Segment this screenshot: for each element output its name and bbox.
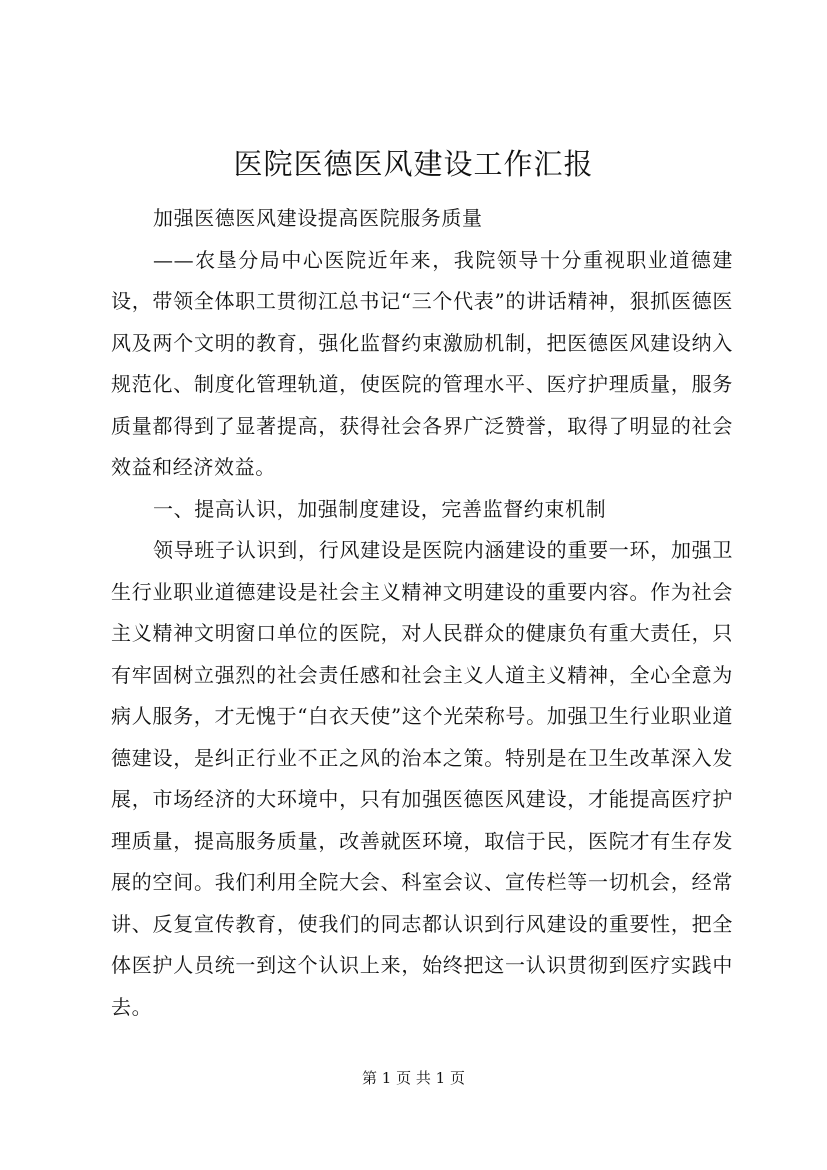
document-body: [111, 198, 733, 1028]
section-paragraph: 领导班子认识到，行风建设是医院内涵建设的重要一环，加强卫生行业职业道德建设是社会主义精神文明建设的重要内容。作为社会主义精神文明窗口单位的医院，对人民群众的健康负有重大责任，只有牢固树立强烈的社会责任感和社会主义人道主义精神，全心全意为病人服务，才无愧于“白衣天使”这个光荣称号。加强卫生行业职业道德建设，是纠正行业不正之风的治本之策。特别是在卫生改革深入发展，市场经济的大环境中，只有加强医德医风建设，才能提高医疗护理质量，提高服务质量，改善就医环境，取信于民，医院才有生存发展的空间。我们利用全院大会、科室会议、宣传栏等一切机会，经常讲、反复宣传教育，使我们的同志都认识到行风建设的重要性，把全体医护人员统一到这个认识上来，始终把这一认识贯彻到医疗实践中去。: [111, 538, 733, 1019]
section-heading: 一、提高认识，加强制度建设，完善监督约束机制: [153, 496, 607, 521]
intro-paragraph: ——农垦分局中心医院近年来，我院领导十分重视职业道德建设，带领全体职工贯彻江总书记“三个代表”的讲话精神，狠抓医德医风及两个文明的教育，强化监督约束激励机制，把医德医风建设纳入规范化、制度化管理轨道，使医院的管理水平、医疗护理质量，服务质量都得到了显著提高，获得社会各界广泛赞誉，取得了明显的社会效益和经济效益。: [111, 247, 733, 479]
subtitle-paragraph: 加强医德医风建设提高医院服务质量: [153, 206, 483, 230]
document-title: 医院医德医风建设工作汇报: [233, 147, 594, 181]
page-footer: 第 1 页 共 1 页: [362, 1069, 465, 1087]
